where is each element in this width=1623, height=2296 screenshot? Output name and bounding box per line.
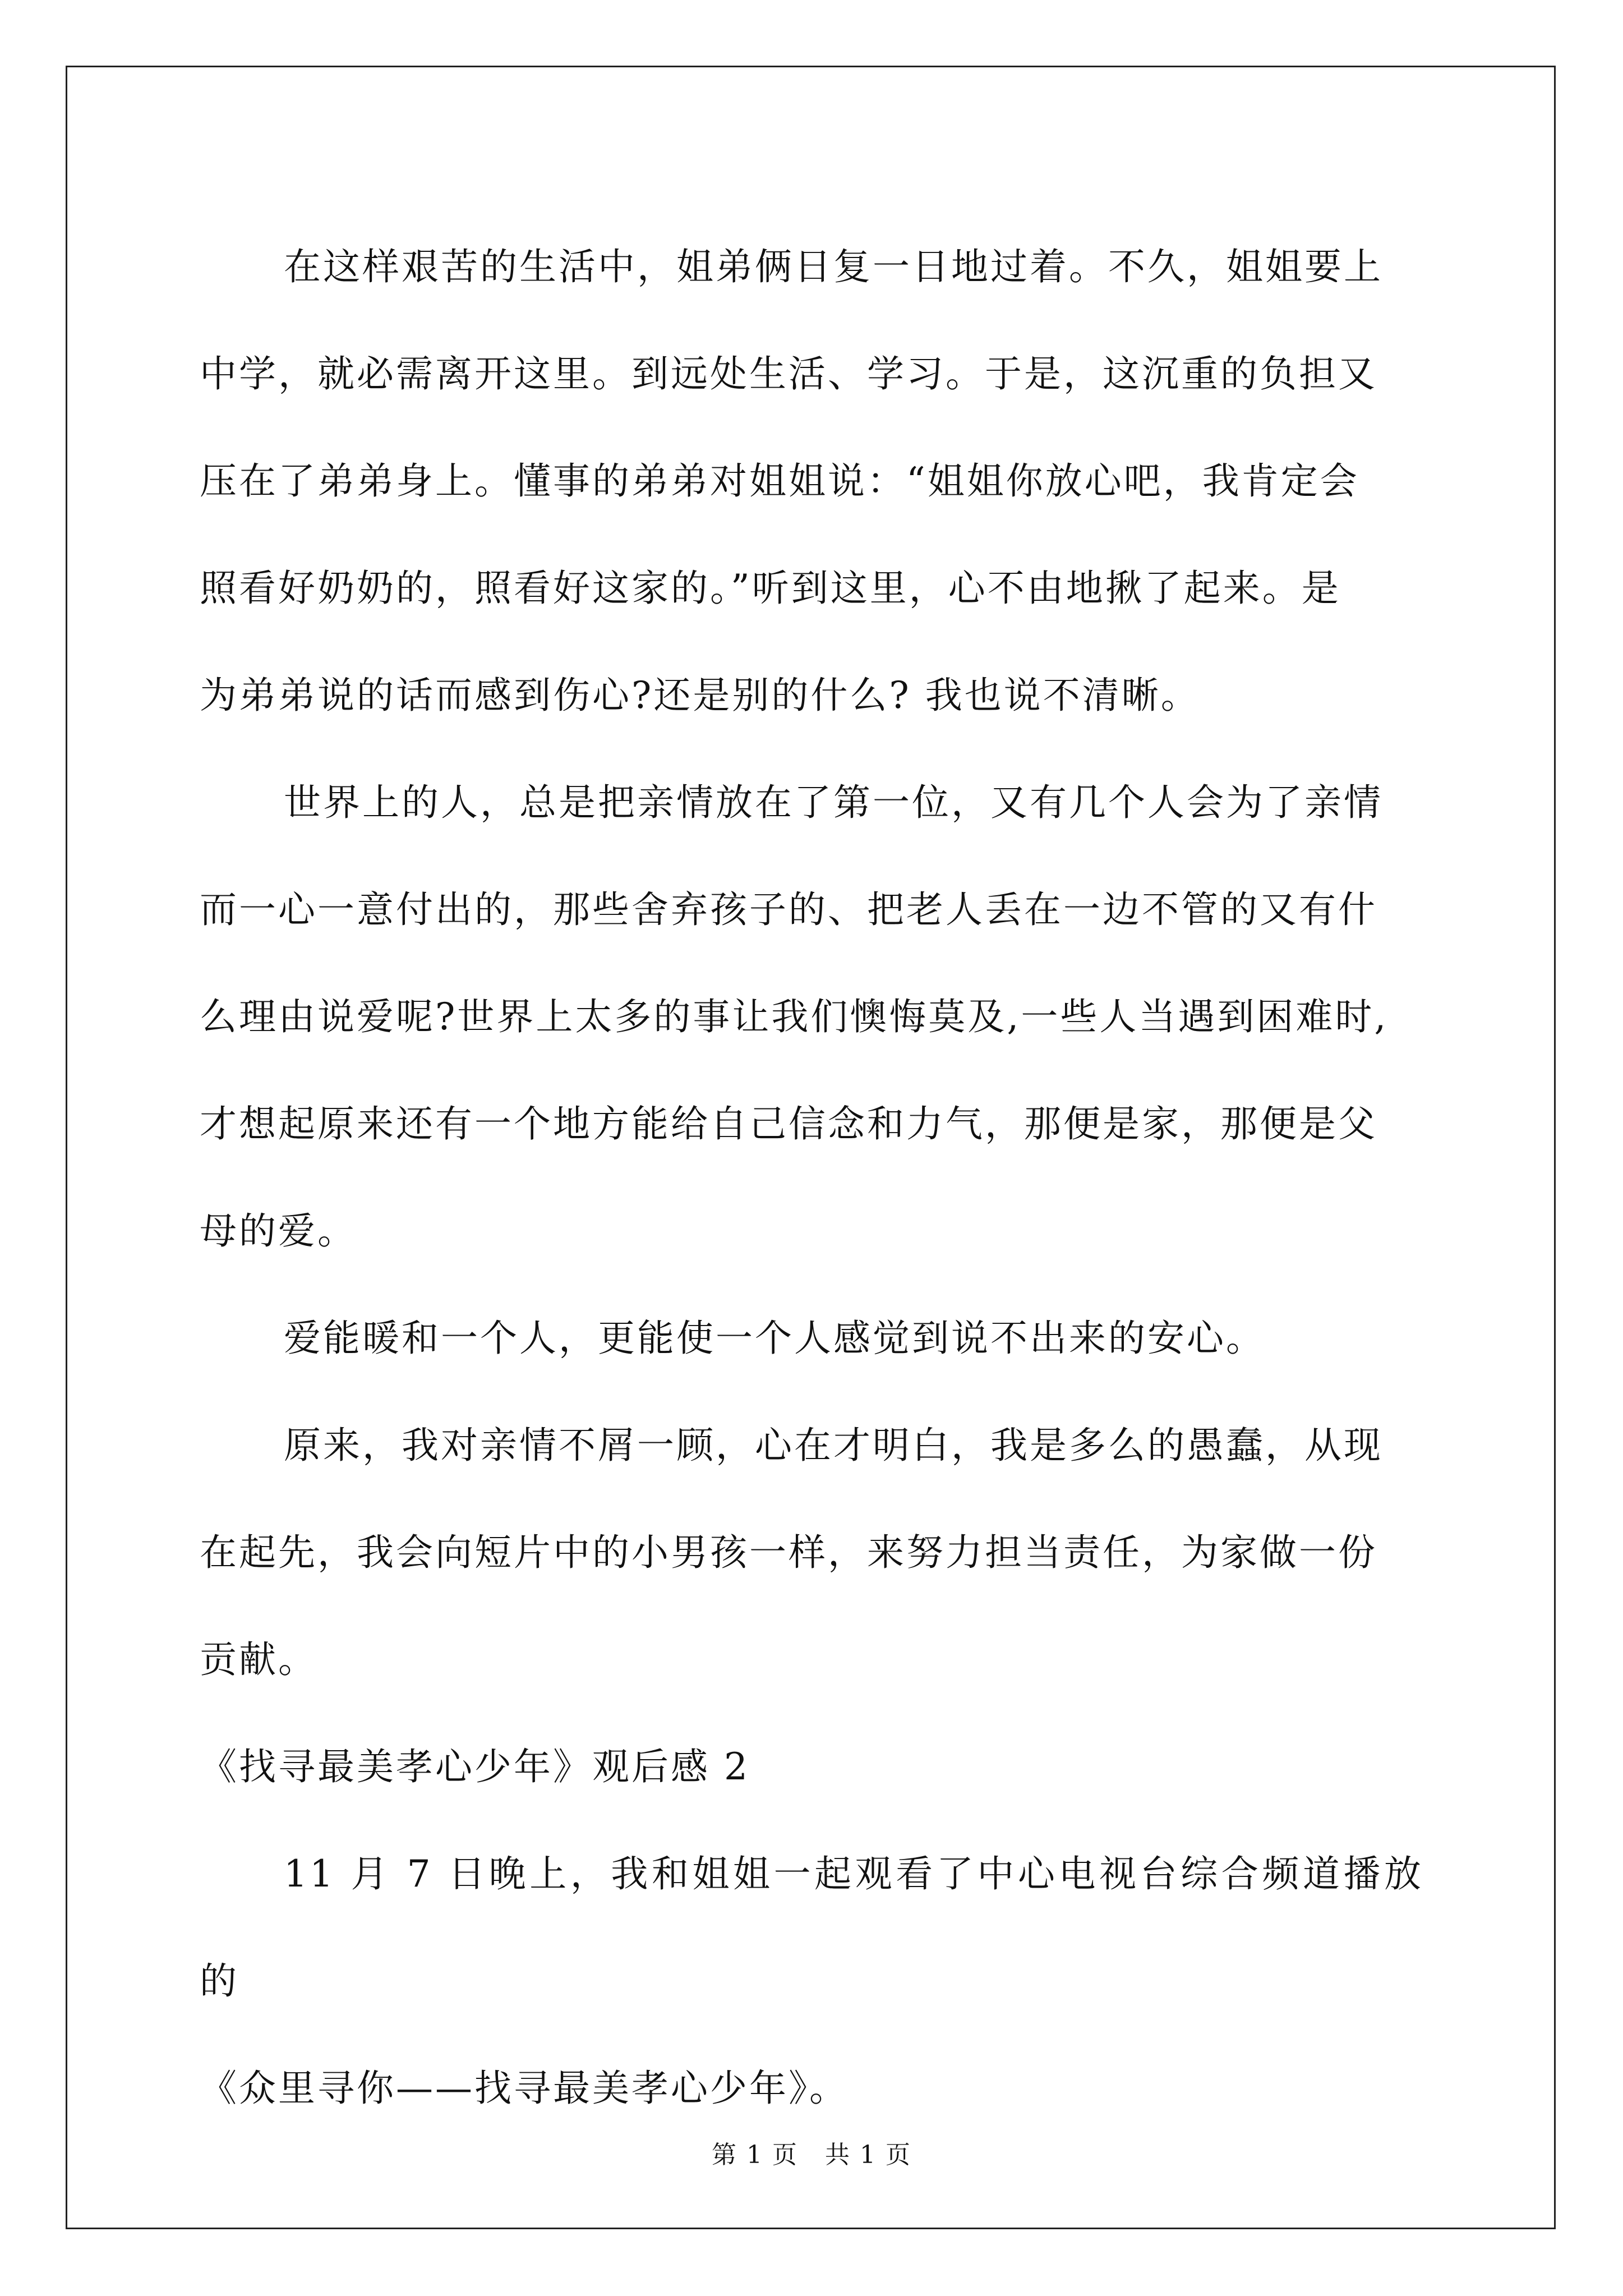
paragraph (200, 1392, 1423, 1713)
text-line: 在这样艰苦的生活中，姐弟俩日复一日地过着。不久，姐姐要上 (284, 245, 1383, 288)
paragraph (200, 749, 1423, 1285)
text-line: 在起先，我会向短片中的小男孩一样，来努力担当责任，为家做一份 (200, 1531, 1377, 1574)
text-line: 爱能暖和一个人，更能使一个人感觉到说不出来的安心。 (284, 1317, 1265, 1360)
text-line: 中学，就必需离开这里。到远处生活、学习。于是，这沉重的负担又 (200, 352, 1377, 395)
text-line: 世界上的人，总是把亲情放在了第一位，又有几个人会为了亲情 (284, 781, 1383, 824)
document-body (200, 213, 1423, 2142)
text-line: 贡献。 (200, 1638, 317, 1681)
section-heading: 《找寻最美孝心少年》观后感 2 (200, 1745, 750, 1788)
text-line: 么理由说爱呢?世界上太多的事让我们懊悔莫及,一些人当遇到困难时, (200, 995, 1389, 1038)
text-line: 而一心一意付出的，那些舍弃孩子的、把老人丢在一边不管的又有什 (200, 888, 1377, 931)
text-line: 《众里寻你——找寻最美孝心少年》。 (200, 2067, 849, 2110)
text-line: 压在了弟弟身上。懂事的弟弟对姐姐说：“姐姐你放心吧，我肯定会 (200, 459, 1359, 503)
text-line: 原来，我对亲情不屑一顾，心在才明白，我是多么的愚蠢，从现 (284, 1424, 1383, 1467)
page-number-current: 第 1 页 (712, 2141, 798, 2169)
text-line: 才想起原来还有一个地方能给自己信念和力气，那便是家，那便是父 (200, 1102, 1377, 1145)
text-line: 照看好奶奶的，照看好这家的。”听到这里，心不由地揪了起来。是 (200, 567, 1341, 610)
text-line: 母的爱。 (200, 1209, 357, 1253)
paragraph (200, 1285, 1423, 1392)
text-line: 11 月 7 日晚上，我和姐姐一起观看了中心电视台综合频道播放的 (200, 1852, 1423, 2003)
page-number-total: 共 1 页 (825, 2141, 911, 2169)
page-footer (0, 2134, 1623, 2170)
paragraph (200, 1820, 1423, 2142)
text-line: 为弟弟说的话而感到伤心?还是别的什么? 我也说不清晰。 (200, 674, 1200, 717)
paragraph (200, 213, 1423, 749)
